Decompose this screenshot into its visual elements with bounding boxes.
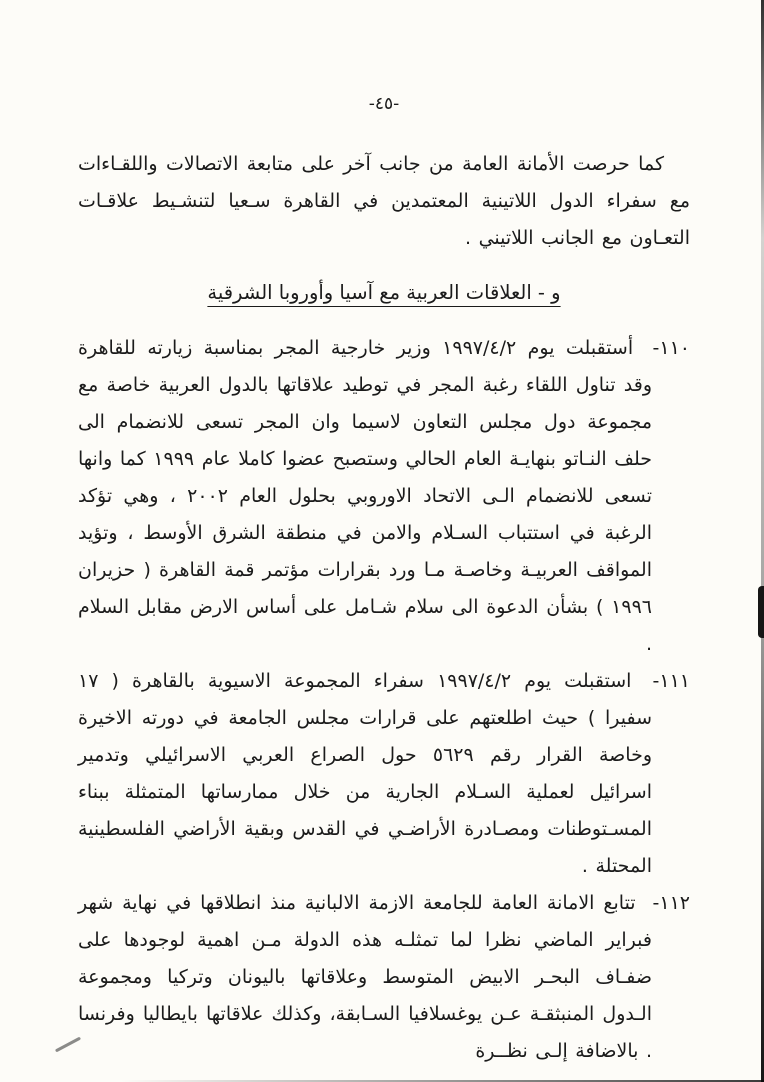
section-heading-row: [78, 281, 690, 304]
item-text: استقبلت يوم ١٩٩٧/٤/٢ سفراء المجموعة الاسيوية بالقاهرة ( ١٧ سفيرا ) حيث اطلعتهم على قرارات مجلس الجامعة في دورته الاخيرة وخاصة القرار رقم ٥٦٢٩ حول الصراع العربي الاسرائيلي وتدمير اسرائيل لعملية السـلام الجارية من خلال ممارساتها المتمثلة ببناء المسـتوطنات ومصـادرة الأراضـي في القدس وبقية الأراضي الفلسطينية المحتلة .: [78, 670, 652, 877]
numbered-item: [78, 663, 690, 885]
item-number: ١١٠-: [652, 337, 690, 359]
item-text: أستقبلت يوم ١٩٩٧/٤/٢ وزير خارجية المجر بمناسبة زيارته للقاهرة وقد تناول اللقاء رغبة المجر في توطيد علاقاتها بالدول العربية خاصة مع مجموعة دول مجلس التعاون لاسيما وان المجر تسعى للانضمام الى حلف النـاتو بنهايـة العام الحالي وستصبح عضوا كاملا عام ١٩٩٩ كما وانها تسعى للانضمام الـى الاتحاد الاوروبي بحلول العام ٢٠٠٢ ، وهي تؤكد الرغبة في استتباب السـلام والامن في منطقة الشرق الأوسط ، وتؤيد المواقف العربيـة وخاصـة مـا ورد بقرارات مؤتمر قمة القاهرة ( حزيران ١٩٩٦ ) بشأن الدعوة الى سلام شـامل على أساس الارض مقابل السلام .: [78, 337, 653, 655]
page-number: -٤٥-: [368, 94, 400, 114]
numbered-item: [78, 330, 690, 663]
intro-paragraph: كما حرصت الأمانة العامة من جانب آخر على متابعة الاتصالات واللقـاءات مع سفراء الدول اللاتينية المعتمدين في القاهرة سـعيا لتنشـيط علاقـات التعـاون مع الجانب اللاتيني .: [78, 153, 690, 249]
numbered-item: [78, 885, 690, 1070]
item-number: ١١١-: [652, 670, 691, 692]
item-number: ١١٢-: [652, 892, 690, 914]
scan-edge-mark-artifact: [758, 586, 764, 638]
item-text: تتابع الامانة العامة للجامعة الازمة الالبانية منذ انطلاقها في نهاية شهر فبراير الماضي نظرا لما تمثلـه هذه الدولة مـن اهمية لوجودها على ضفـاف البحـر الابيض المتوسط وعلاقاتها باليونان وتركيا ومجموعة الـدول المنبثقـة عـن يوغسلافيا السـابقة، وكذلك علاقاتها بايطاليا وفرنسا . بالاضافة إلـى نظــرة: [78, 892, 652, 1062]
section-heading: و - العلاقات العربية مع آسيا وأوروبا الشرقية: [207, 281, 561, 304]
